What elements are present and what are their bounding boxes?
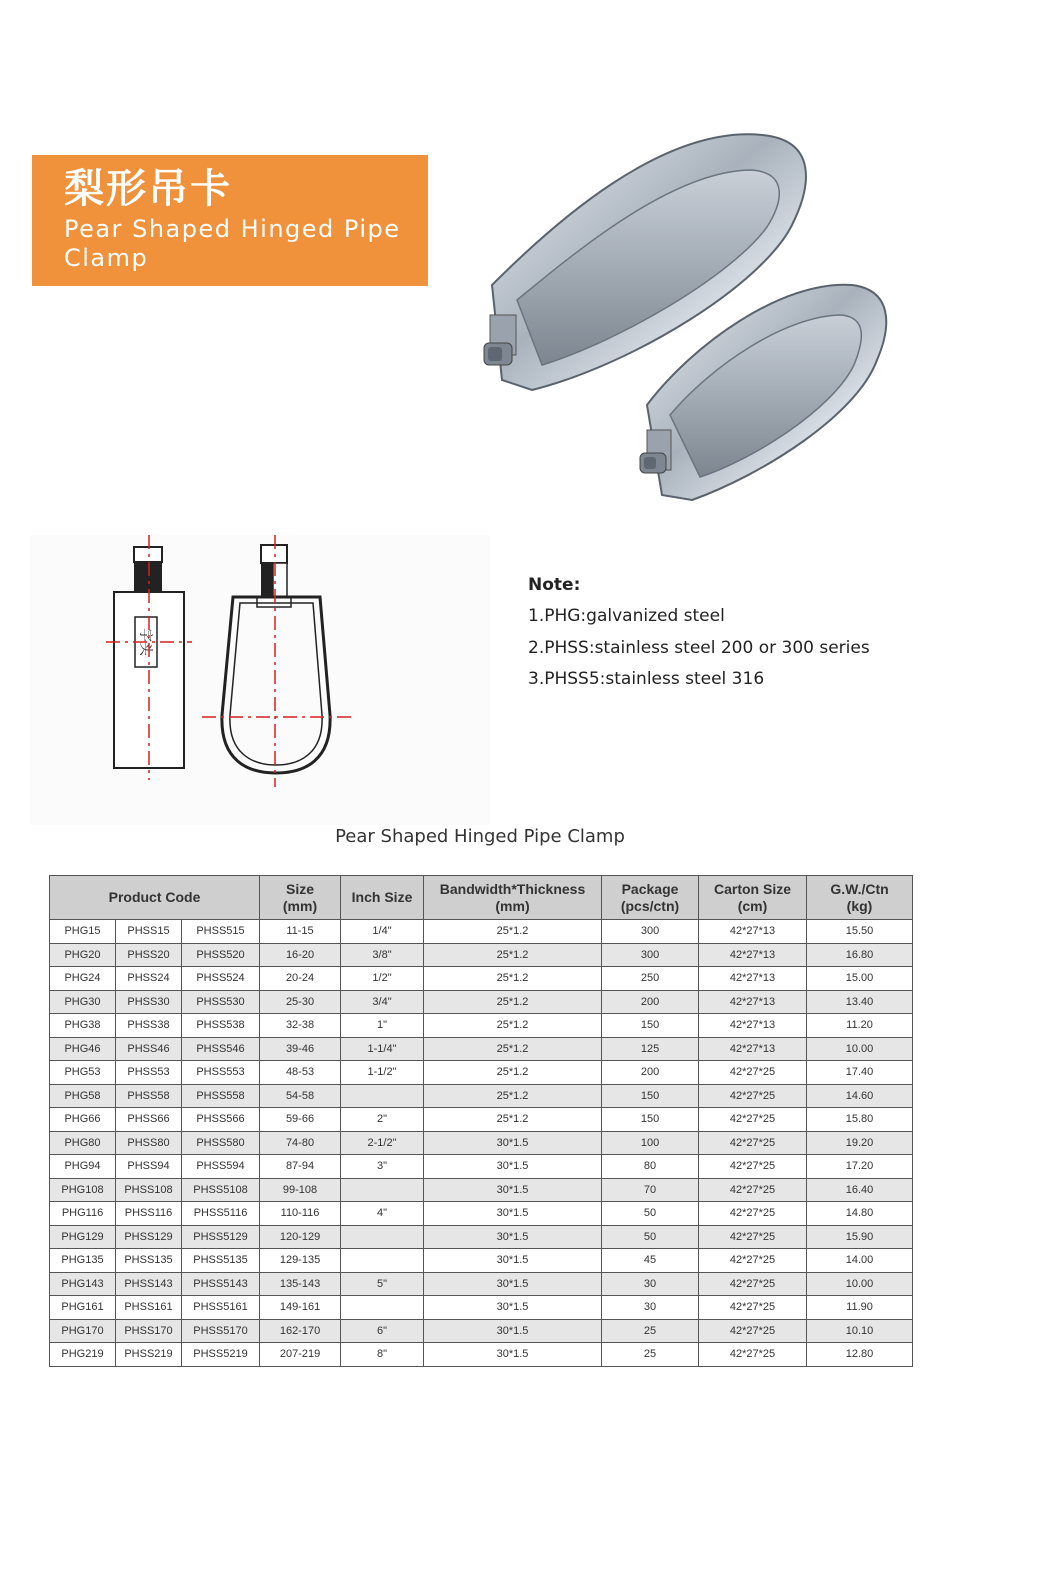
cell-inch-size: 6": [341, 1319, 424, 1343]
cell-phss5-code: PHSS594: [182, 1155, 260, 1179]
cell-gross-weight: 15.50: [807, 920, 913, 944]
note-line: 1.PHG:galvanized steel: [528, 606, 725, 626]
cell-size: 54-58: [260, 1084, 341, 1108]
cell-bandwidth: 25*1.2: [424, 943, 602, 967]
cell-carton-size: 42*27*25: [699, 1202, 807, 1226]
cell-inch-size: 1/4": [341, 920, 424, 944]
cell-carton-size: 42*27*25: [699, 1155, 807, 1179]
cell-phss-code: PHSS30: [116, 990, 182, 1014]
front-view: [202, 535, 355, 787]
product-photo: [462, 115, 912, 515]
table-row: [50, 1131, 913, 1155]
banner-title-chinese: 梨形吊卡: [64, 166, 232, 212]
cell-phss5-code: PHSS5116: [182, 1202, 260, 1226]
header-product-code: Product Code: [50, 876, 260, 920]
cell-phg-code: PHG135: [50, 1249, 116, 1273]
cell-carton-size: 42*27*13: [699, 943, 807, 967]
cell-size: 207-219: [260, 1343, 341, 1367]
table-row: [50, 1108, 913, 1132]
cell-gross-weight: 12.80: [807, 1343, 913, 1367]
table-row: [50, 1319, 913, 1343]
table-title: Pear Shaped Hinged Pipe Clamp: [335, 826, 625, 847]
cell-phss-code: PHSS80: [116, 1131, 182, 1155]
cell-package: 30: [602, 1272, 699, 1296]
cell-phss-code: PHSS143: [116, 1272, 182, 1296]
cell-carton-size: 42*27*25: [699, 1225, 807, 1249]
cell-gross-weight: 15.00: [807, 967, 913, 991]
table-row: [50, 990, 913, 1014]
cell-package: 80: [602, 1155, 699, 1179]
cell-phss-code: PHSS170: [116, 1319, 182, 1343]
header-package-text: Package (pcs/ctn): [620, 880, 680, 914]
cell-gross-weight: 17.40: [807, 1061, 913, 1085]
table-row: [50, 920, 913, 944]
cell-phss-code: PHSS46: [116, 1037, 182, 1061]
cell-phg-code: PHG116: [50, 1202, 116, 1226]
cell-bandwidth: 30*1.5: [424, 1296, 602, 1320]
header-bandwidth-text: Bandwidth*Thickness (mm): [439, 880, 586, 914]
cell-phss5-code: PHSS530: [182, 990, 260, 1014]
note-title: Note:: [528, 575, 581, 595]
cell-bandwidth: 25*1.2: [424, 967, 602, 991]
cell-phss-code: PHSS66: [116, 1108, 182, 1132]
header-gross-weight: [807, 876, 913, 920]
cell-phg-code: PHG30: [50, 990, 116, 1014]
note-line: 3.PHSS5:stainless steel 316: [528, 669, 765, 689]
cell-bandwidth: 30*1.5: [424, 1319, 602, 1343]
cell-phss5-code: PHSS5135: [182, 1249, 260, 1273]
cell-gross-weight: 11.20: [807, 1014, 913, 1038]
cell-size: 48-53: [260, 1061, 341, 1085]
header-package: [602, 876, 699, 920]
cell-size: 162-170: [260, 1319, 341, 1343]
table-row: [50, 1014, 913, 1038]
header-carton-size: [699, 876, 807, 920]
cell-carton-size: 42*27*25: [699, 1272, 807, 1296]
table-row: [50, 1037, 913, 1061]
table-row: [50, 1178, 913, 1202]
cell-phg-code: PHG80: [50, 1131, 116, 1155]
table-row: [50, 1084, 913, 1108]
cell-phss-code: PHSS24: [116, 967, 182, 991]
table-row: [50, 1272, 913, 1296]
cell-package: 150: [602, 1014, 699, 1038]
cell-bandwidth: 25*1.2: [424, 1108, 602, 1132]
header-carton-text: Carton Size (cm): [714, 880, 792, 914]
cell-size: 120-129: [260, 1225, 341, 1249]
cell-package: 150: [602, 1108, 699, 1132]
cell-package: 50: [602, 1202, 699, 1226]
table-row: [50, 1155, 913, 1179]
cell-phg-code: PHG143: [50, 1272, 116, 1296]
cell-size: 149-161: [260, 1296, 341, 1320]
cell-bandwidth: 30*1.5: [424, 1225, 602, 1249]
cell-phss-code: PHSS53: [116, 1061, 182, 1085]
cell-bandwidth: 30*1.5: [424, 1155, 602, 1179]
cell-phss-code: PHSS161: [116, 1296, 182, 1320]
cell-inch-size: 3": [341, 1155, 424, 1179]
cell-gross-weight: 15.90: [807, 1225, 913, 1249]
cell-phss-code: PHSS116: [116, 1202, 182, 1226]
cell-inch-size: 3/4": [341, 990, 424, 1014]
cell-size: 39-46: [260, 1037, 341, 1061]
cell-phss5-code: PHSS580: [182, 1131, 260, 1155]
cell-phg-code: PHG38: [50, 1014, 116, 1038]
cell-phss-code: PHSS58: [116, 1084, 182, 1108]
cell-phss5-code: PHSS5219: [182, 1343, 260, 1367]
cell-bandwidth: 30*1.5: [424, 1202, 602, 1226]
table-header-row: [50, 876, 913, 920]
table-body: [50, 920, 913, 1367]
cell-inch-size: 1-1/4": [341, 1037, 424, 1061]
cell-phg-code: PHG108: [50, 1178, 116, 1202]
cell-phss-code: PHSS94: [116, 1155, 182, 1179]
cell-size: 16-20: [260, 943, 341, 967]
cell-phg-code: PHG129: [50, 1225, 116, 1249]
banner-title-english: Pear Shaped Hinged Pipe Clamp: [64, 215, 401, 272]
cell-phg-code: PHG15: [50, 920, 116, 944]
cell-package: 45: [602, 1249, 699, 1273]
cell-phss5-code: PHSS5108: [182, 1178, 260, 1202]
cell-carton-size: 42*27*25: [699, 1319, 807, 1343]
cell-package: 300: [602, 920, 699, 944]
cell-phss5-code: PHSS566: [182, 1108, 260, 1132]
cell-size: 59-66: [260, 1108, 341, 1132]
table-row: [50, 1225, 913, 1249]
cell-package: 200: [602, 990, 699, 1014]
cell-size: 11-15: [260, 920, 341, 944]
cell-gross-weight: 13.40: [807, 990, 913, 1014]
cell-phss5-code: PHSS524: [182, 967, 260, 991]
cell-package: 25: [602, 1343, 699, 1367]
cell-inch-size: 5": [341, 1272, 424, 1296]
cell-inch-size: 4": [341, 1202, 424, 1226]
cell-phg-code: PHG53: [50, 1061, 116, 1085]
cell-phss-code: PHSS135: [116, 1249, 182, 1273]
cell-bandwidth: 30*1.5: [424, 1343, 602, 1367]
cell-package: 150: [602, 1084, 699, 1108]
cell-carton-size: 42*27*13: [699, 1014, 807, 1038]
cell-bandwidth: 25*1.2: [424, 1037, 602, 1061]
cell-carton-size: 42*27*13: [699, 967, 807, 991]
cell-gross-weight: 14.60: [807, 1084, 913, 1108]
cell-inch-size: 2-1/2": [341, 1131, 424, 1155]
cell-size: 129-135: [260, 1249, 341, 1273]
cell-inch-size: 8": [341, 1343, 424, 1367]
cell-package: 300: [602, 943, 699, 967]
cell-phss5-code: PHSS520: [182, 943, 260, 967]
cell-phss-code: PHSS129: [116, 1225, 182, 1249]
cell-phss5-code: PHSS5170: [182, 1319, 260, 1343]
cell-phg-code: PHG170: [50, 1319, 116, 1343]
cell-carton-size: 42*27*25: [699, 1178, 807, 1202]
header-size: [260, 876, 341, 920]
cell-carton-size: 42*27*25: [699, 1061, 807, 1085]
cell-carton-size: 42*27*25: [699, 1296, 807, 1320]
cell-bandwidth: 30*1.5: [424, 1178, 602, 1202]
cell-bandwidth: 25*1.2: [424, 990, 602, 1014]
cell-carton-size: 42*27*13: [699, 920, 807, 944]
cell-package: 100: [602, 1131, 699, 1155]
cell-package: 70: [602, 1178, 699, 1202]
technical-drawing: [30, 535, 490, 825]
cell-phg-code: PHG46: [50, 1037, 116, 1061]
cell-bandwidth: 25*1.2: [424, 1084, 602, 1108]
table-row: [50, 1343, 913, 1367]
note-line: 2.PHSS:stainless steel 200 or 300 series: [528, 637, 870, 658]
cell-gross-weight: 10.00: [807, 1272, 913, 1296]
cell-carton-size: 42*27*13: [699, 1037, 807, 1061]
header-inch-size: Inch Size: [341, 876, 424, 920]
cell-size: 25-30: [260, 990, 341, 1014]
cell-gross-weight: 14.80: [807, 1202, 913, 1226]
cell-bandwidth: 25*1.2: [424, 920, 602, 944]
cell-bandwidth: 25*1.2: [424, 1014, 602, 1038]
cell-phss5-code: PHSS5143: [182, 1272, 260, 1296]
cell-phg-code: PHG219: [50, 1343, 116, 1367]
cell-phg-code: PHG20: [50, 943, 116, 967]
material-note: [528, 575, 870, 696]
cell-phg-code: PHG58: [50, 1084, 116, 1108]
cell-inch-size: [341, 1249, 424, 1273]
cell-size: 110-116: [260, 1202, 341, 1226]
cell-package: 250: [602, 967, 699, 991]
cell-phg-code: PHG161: [50, 1296, 116, 1320]
cell-phss5-code: PHSS546: [182, 1037, 260, 1061]
table-row: [50, 1296, 913, 1320]
table-row: [50, 1061, 913, 1085]
cell-bandwidth: 30*1.5: [424, 1131, 602, 1155]
table-row: [50, 1249, 913, 1273]
cell-package: 200: [602, 1061, 699, 1085]
cell-gross-weight: 16.40: [807, 1178, 913, 1202]
cell-size: 32-38: [260, 1014, 341, 1038]
header-size-text: Size (mm): [282, 880, 318, 914]
cell-bandwidth: 25*1.2: [424, 1061, 602, 1085]
cell-size: 99-108: [260, 1178, 341, 1202]
cell-size: 135-143: [260, 1272, 341, 1296]
cell-phss-code: PHSS20: [116, 943, 182, 967]
cell-carton-size: 42*27*25: [699, 1249, 807, 1273]
cell-gross-weight: 15.80: [807, 1108, 913, 1132]
cell-inch-size: 1": [341, 1014, 424, 1038]
cell-inch-size: [341, 1225, 424, 1249]
cell-gross-weight: 14.00: [807, 1249, 913, 1273]
cell-inch-size: [341, 1178, 424, 1202]
cell-gross-weight: 19.20: [807, 1131, 913, 1155]
cell-gross-weight: 16.80: [807, 943, 913, 967]
cell-phss5-code: PHSS538: [182, 1014, 260, 1038]
cell-inch-size: 1-1/2": [341, 1061, 424, 1085]
cell-phss-code: PHSS15: [116, 920, 182, 944]
cell-carton-size: 42*27*25: [699, 1084, 807, 1108]
header-gw-text: G.W./Ctn (kg): [830, 880, 889, 914]
table-row: [50, 967, 913, 991]
table-row: [50, 943, 913, 967]
cell-phss-code: PHSS108: [116, 1178, 182, 1202]
cell-package: 30: [602, 1296, 699, 1320]
cell-gross-weight: 17.20: [807, 1155, 913, 1179]
cell-phg-code: PHG66: [50, 1108, 116, 1132]
cell-phss-code: PHSS38: [116, 1014, 182, 1038]
cell-phss5-code: PHSS5161: [182, 1296, 260, 1320]
title-banner: [32, 155, 428, 286]
cell-package: 50: [602, 1225, 699, 1249]
cell-bandwidth: 30*1.5: [424, 1249, 602, 1273]
cell-phss-code: PHSS219: [116, 1343, 182, 1367]
specification-table: [49, 875, 913, 1367]
table-row: [50, 1202, 913, 1226]
cell-package: 125: [602, 1037, 699, 1061]
cell-carton-size: 42*27*25: [699, 1131, 807, 1155]
cell-carton-size: 42*27*25: [699, 1108, 807, 1132]
cell-inch-size: [341, 1084, 424, 1108]
cell-carton-size: 42*27*25: [699, 1343, 807, 1367]
cell-phss5-code: PHSS5129: [182, 1225, 260, 1249]
cell-package: 25: [602, 1319, 699, 1343]
cell-inch-size: [341, 1296, 424, 1320]
cell-phg-code: PHG94: [50, 1155, 116, 1179]
cell-carton-size: 42*27*13: [699, 990, 807, 1014]
cell-gross-weight: 10.00: [807, 1037, 913, 1061]
drawing-stamp-text: 字头: [137, 628, 153, 656]
cell-phg-code: PHG24: [50, 967, 116, 991]
cell-phss5-code: PHSS515: [182, 920, 260, 944]
cell-bandwidth: 30*1.5: [424, 1272, 602, 1296]
cell-phss5-code: PHSS553: [182, 1061, 260, 1085]
cell-size: 74-80: [260, 1131, 341, 1155]
cell-size: 87-94: [260, 1155, 341, 1179]
cell-inch-size: 3/8": [341, 943, 424, 967]
cell-inch-size: 1/2": [341, 967, 424, 991]
cell-size: 20-24: [260, 967, 341, 991]
header-bandwidth: [424, 876, 602, 920]
side-view: [106, 535, 192, 780]
cell-phss5-code: PHSS558: [182, 1084, 260, 1108]
cell-inch-size: 2": [341, 1108, 424, 1132]
cell-gross-weight: 10.10: [807, 1319, 913, 1343]
cell-gross-weight: 11.90: [807, 1296, 913, 1320]
